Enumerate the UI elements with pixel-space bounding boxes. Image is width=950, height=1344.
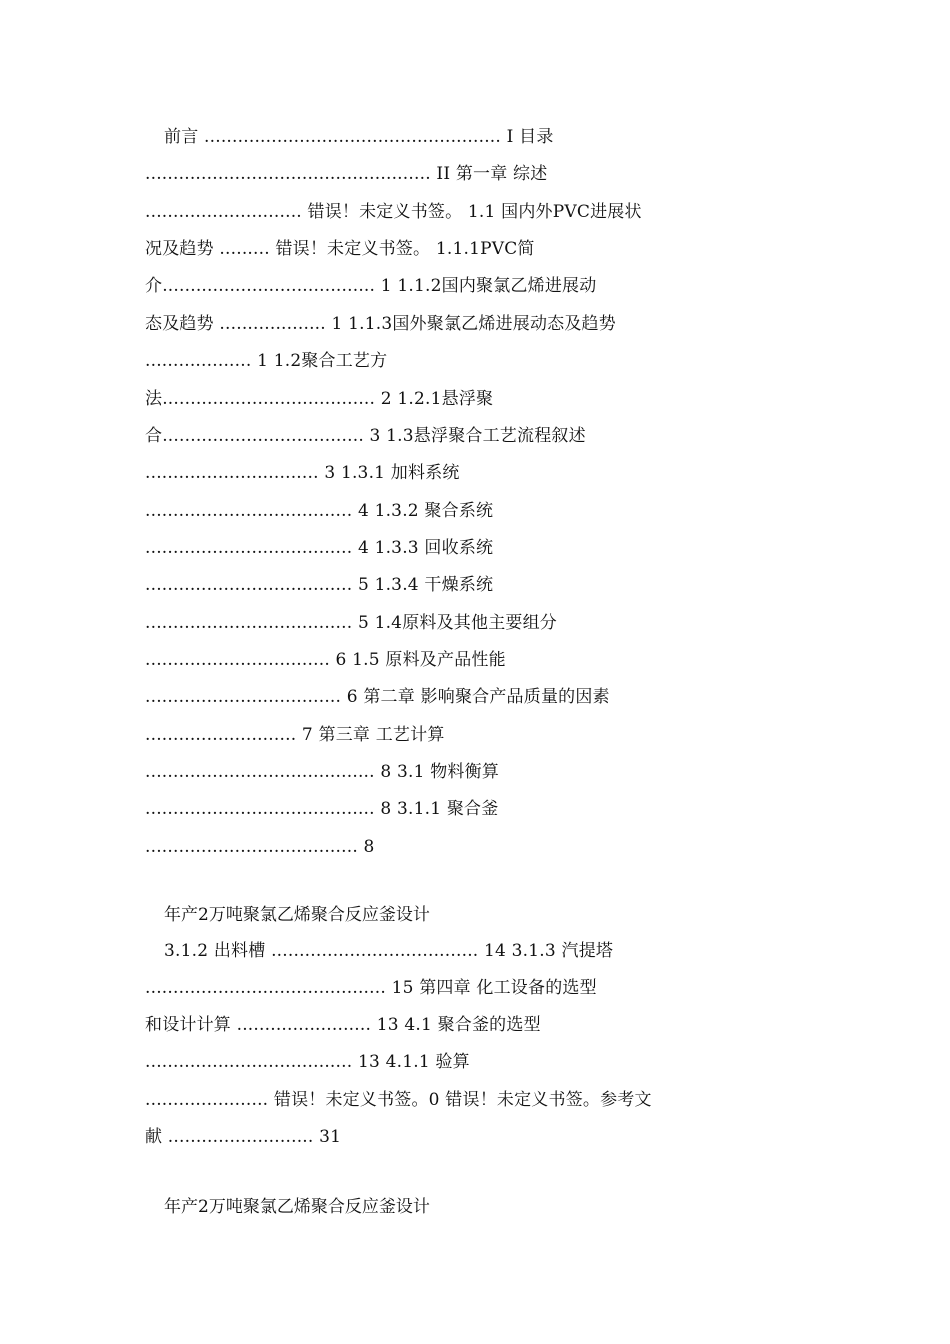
toc-line: 介...................................... 1 1.1.2国内聚氯乙烯进展动 — [145, 276, 597, 296]
toc-line: ................................. 6 1.5 原料及产品性能 — [145, 650, 506, 670]
toc-line: ................................... 6 第二章 影响聚合产品质量的因素 — [145, 687, 610, 707]
toc-line: ............................ 错误！未定义书签。 1.1 国内外PVC进展状 — [145, 202, 642, 222]
toc-line: ..................................... 5 1.4原料及其他主要组分 — [145, 613, 557, 633]
toc-line: ...................... 错误！未定义书签。0 错误！未定义书签。参考文 — [145, 1090, 652, 1110]
page-header: 年产2万吨聚氯乙烯聚合反应釜设计 — [164, 905, 430, 925]
toc-line: ........................................... 15 第四章 化工设备的选型 — [145, 978, 597, 998]
toc-line: 法...................................... 2 1.2.1悬浮聚 — [145, 389, 494, 409]
toc-line: 和设计计算 ........................ 13 4.1 聚合釜的选型 — [145, 1015, 541, 1035]
toc-line: ..................................... 4 1.3.3 回收系统 — [145, 538, 494, 558]
toc-line: 前言 ..................................................... I 目录 — [164, 127, 554, 147]
toc-line: ......................................... 8 3.1 物料衡算 — [145, 762, 500, 782]
toc-line: 献 .......................... 31 — [145, 1127, 342, 1147]
toc-line: ................................................... II 第一章 综述 — [145, 164, 548, 184]
toc-line: ...................................... 8 — [145, 837, 375, 857]
toc-line: 况及趋势 ......... 错误！未定义书签。 1.1.1PVC简 — [145, 239, 535, 259]
toc-line: 合.................................... 3 1.3悬浮聚合工艺流程叙述 — [145, 426, 586, 446]
toc-line: ................... 1 1.2聚合工艺方 — [145, 351, 388, 371]
toc-line: 3.1.2 出料槽 ..................................... 14 3.1.3 汽提塔 — [164, 941, 614, 961]
toc-line: ..................................... 4 1.3.2 聚合系统 — [145, 501, 494, 521]
toc-line: ..................................... 13 4.1.1 验算 — [145, 1052, 470, 1072]
toc-line: ............................... 3 1.3.1 加料系统 — [145, 463, 460, 483]
toc-line: 态及趋势 ................... 1 1.1.3国外聚氯乙烯进展动态及趋势 — [145, 314, 616, 334]
page-header: 年产2万吨聚氯乙烯聚合反应釜设计 — [164, 1197, 430, 1217]
toc-line: ........................... 7 第三章 工艺计算 — [145, 725, 445, 745]
toc-line: ..................................... 5 1.3.4 干燥系统 — [145, 575, 494, 595]
toc-line: ......................................... 8 3.1.1 聚合釜 — [145, 799, 499, 819]
